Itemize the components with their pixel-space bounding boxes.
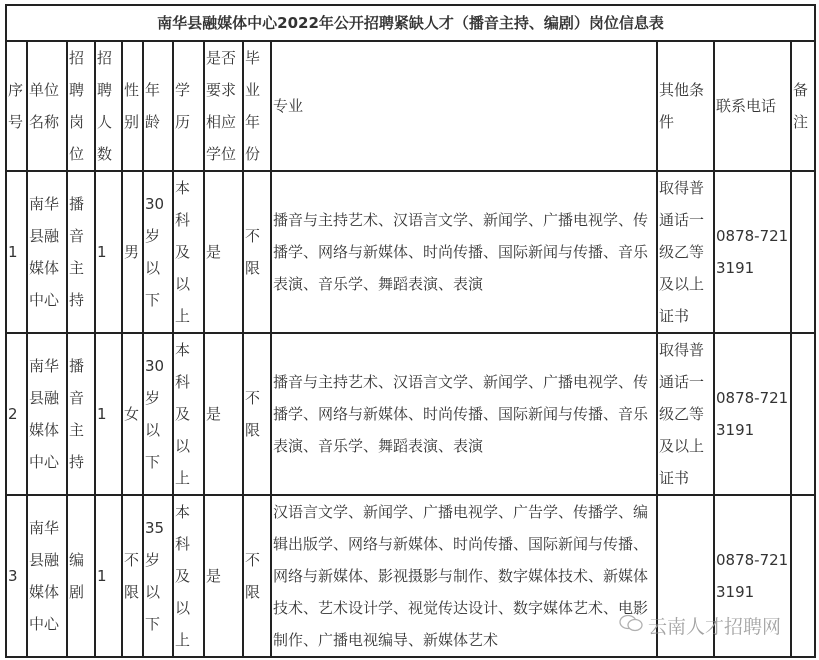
cell-age: 30岁以下 [143,333,173,495]
table-row [6,333,815,495]
header-major: 专业 [271,41,657,171]
header-row [6,41,815,171]
cell-education: 本科及以上 [173,171,204,333]
header-position: 招聘岗位 [67,41,95,171]
header-phone: 联系电话 [714,41,791,171]
cell-education: 本科及以上 [173,495,204,657]
cell-position: 播音主持 [67,171,95,333]
cell-major: 播音与主持艺术、汉语言文学、新闻学、广播电视学、传播学、网络与新媒体、时尚传播、国际新闻与传播、音乐表演、音乐学、舞蹈表演、表演 [271,333,657,495]
cell-seq: 3 [6,495,27,657]
cell-phone: 0878-7213191 [714,495,791,657]
cell-major: 汉语言文学、新闻学、广播电视学、广告学、传播学、编辑出版学、网络与新媒体、时尚传播、国际新闻与传播、网络与新媒体、影视摄影与制作、数字媒体技术、新媒体技术、艺术设计学、视觉传达设计、数字媒体艺术、电影制作、广播电视编导、新媒体艺术 [271,495,657,657]
table-title: 南华县融媒体中心2022年公开招聘紧缺人才（播音主持、编剧）岗位信息表 [6,5,815,41]
cell-seq: 2 [6,333,27,495]
header-degree: 是否要求相应学位 [204,41,243,171]
recruitment-table [5,4,816,658]
header-education: 学历 [173,41,204,171]
cell-unit: 南华县融媒体中心 [27,171,67,333]
header-graduation: 毕业年份 [243,41,271,171]
cell-other: 取得普通话一级乙等及以上证书 [657,333,714,495]
header-other: 其他条件 [657,41,714,171]
cell-remark [791,171,815,333]
cell-age: 35岁以下 [143,495,173,657]
cell-gender: 男 [122,171,143,333]
cell-count: 1 [95,171,122,333]
wechat-icon [618,613,644,638]
cell-graduation: 不限 [243,333,271,495]
cell-graduation: 不限 [243,171,271,333]
header-gender: 性别 [122,41,143,171]
cell-remark [791,495,815,657]
header-remark: 备注 [791,41,815,171]
cell-education: 本科及以上 [173,333,204,495]
cell-degree: 是 [204,495,243,657]
cell-unit: 南华县融媒体中心 [27,495,67,657]
header-count: 招聘人数 [95,41,122,171]
cell-graduation: 不限 [243,495,271,657]
cell-position: 播音主持 [67,333,95,495]
cell-position: 编剧 [67,495,95,657]
cell-gender: 不限 [122,495,143,657]
cell-major: 播音与主持艺术、汉语言文学、新闻学、广播电视学、传播学、网络与新媒体、时尚传播、国际新闻与传播、音乐表演、音乐学、舞蹈表演、表演 [271,171,657,333]
header-unit: 单位名称 [27,41,67,171]
cell-gender: 女 [122,333,143,495]
table-row [6,171,815,333]
cell-count: 1 [95,495,122,657]
cell-phone: 0878-7213191 [714,333,791,495]
cell-phone: 0878-7213191 [714,171,791,333]
cell-other: 取得普通话一级乙等及以上证书 [657,171,714,333]
watermark-text: 云南人才招聘网 [648,616,782,638]
header-age: 年龄 [143,41,173,171]
cell-count: 1 [95,333,122,495]
cell-remark [791,333,815,495]
cell-degree: 是 [204,171,243,333]
cell-unit: 南华县融媒体中心 [27,333,67,495]
cell-seq: 1 [6,171,27,333]
header-seq: 序号 [6,41,27,171]
cell-degree: 是 [204,333,243,495]
cell-age: 30岁以下 [143,171,173,333]
watermark [618,612,781,639]
